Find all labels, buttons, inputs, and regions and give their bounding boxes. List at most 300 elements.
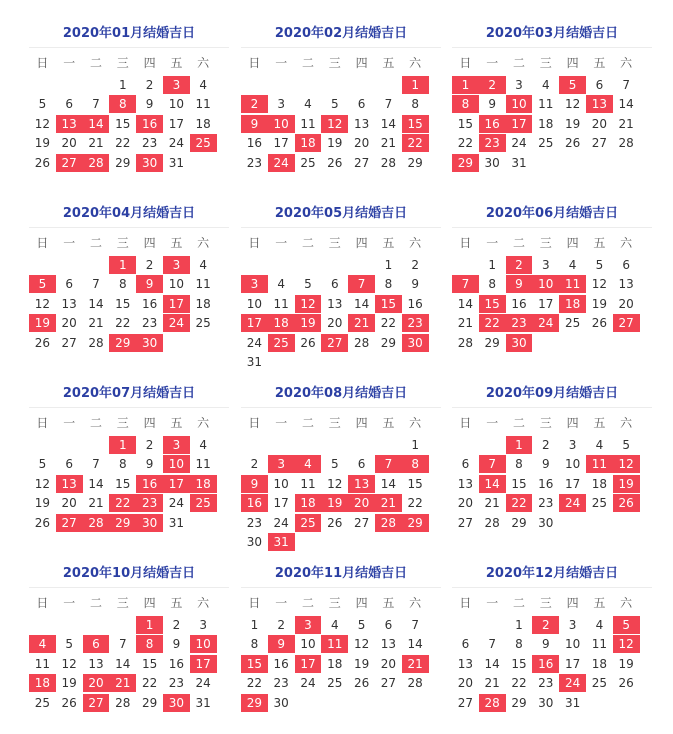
day-cell[interactable]: 18 <box>591 656 608 671</box>
day-cell[interactable]: 14 <box>353 296 370 311</box>
auspicious-day[interactable]: 7 <box>452 275 479 293</box>
auspicious-day[interactable]: 23 <box>506 314 533 332</box>
auspicious-day[interactable]: 11 <box>321 635 348 653</box>
day-cell[interactable]: 10 <box>564 457 581 472</box>
day-cell[interactable]: 11 <box>538 97 554 112</box>
day-cell[interactable]: 20 <box>61 136 77 151</box>
auspicious-day[interactable]: 1 <box>136 616 163 634</box>
day-cell[interactable]: 31 <box>195 695 211 710</box>
day-cell[interactable]: 27 <box>353 155 370 170</box>
day-cell[interactable]: 31 <box>511 155 527 170</box>
day-cell[interactable]: 11 <box>195 457 211 472</box>
day-cell[interactable]: 6 <box>357 97 366 112</box>
auspicious-day[interactable]: 16 <box>136 115 163 133</box>
auspicious-day[interactable]: 14 <box>83 115 110 133</box>
day-cell[interactable]: 25 <box>195 316 211 331</box>
day-cell[interactable]: 18 <box>195 296 211 311</box>
day-cell[interactable]: 9 <box>541 457 550 472</box>
day-cell[interactable]: 9 <box>145 457 154 472</box>
day-cell[interactable]: 29 <box>484 335 500 350</box>
day-cell[interactable]: 14 <box>88 296 104 311</box>
day-cell[interactable]: 10 <box>300 637 316 652</box>
auspicious-day[interactable]: 19 <box>613 475 640 493</box>
day-cell[interactable]: 12 <box>34 296 51 311</box>
day-cell[interactable]: 12 <box>34 116 51 131</box>
auspicious-day[interactable]: 10 <box>163 455 190 473</box>
day-cell[interactable]: 13 <box>353 116 370 131</box>
day-cell[interactable]: 4 <box>199 437 207 452</box>
day-cell[interactable]: 8 <box>515 637 523 652</box>
auspicious-day[interactable]: 5 <box>29 275 56 293</box>
day-cell[interactable]: 9 <box>488 97 497 112</box>
day-cell[interactable]: 14 <box>88 476 104 491</box>
day-cell[interactable]: 6 <box>461 457 470 472</box>
day-cell[interactable]: 4 <box>595 617 604 632</box>
day-cell[interactable]: 25 <box>300 155 316 170</box>
day-cell[interactable]: 30 <box>273 695 289 710</box>
auspicious-day[interactable]: 27 <box>56 154 83 172</box>
day-cell[interactable]: 14 <box>380 476 397 491</box>
day-cell[interactable]: 4 <box>304 97 312 112</box>
auspicious-day[interactable]: 22 <box>479 314 506 332</box>
auspicious-day[interactable]: 28 <box>375 514 402 532</box>
auspicious-day[interactable]: 30 <box>506 334 533 352</box>
auspicious-day[interactable]: 2 <box>479 76 506 94</box>
day-cell[interactable]: 8 <box>250 637 259 652</box>
auspicious-day[interactable]: 24 <box>559 494 586 512</box>
day-cell[interactable]: 10 <box>564 637 581 652</box>
day-cell[interactable]: 22 <box>511 676 527 691</box>
auspicious-day[interactable]: 29 <box>241 694 268 712</box>
auspicious-day[interactable]: 29 <box>109 334 136 352</box>
auspicious-day[interactable]: 17 <box>241 314 268 332</box>
auspicious-day[interactable]: 12 <box>295 295 322 313</box>
day-cell[interactable]: 8 <box>384 277 393 292</box>
auspicious-day[interactable]: 15 <box>402 115 429 133</box>
day-cell[interactable]: 9 <box>145 97 154 112</box>
auspicious-day[interactable]: 31 <box>268 533 295 551</box>
day-cell[interactable]: 26 <box>591 316 608 331</box>
auspicious-day[interactable]: 1 <box>109 436 136 454</box>
day-cell[interactable]: 24 <box>195 676 211 691</box>
day-cell[interactable]: 20 <box>353 136 370 151</box>
day-cell[interactable]: 17 <box>273 496 289 511</box>
auspicious-day[interactable]: 23 <box>402 314 429 332</box>
day-cell[interactable]: 27 <box>380 676 397 691</box>
auspicious-day[interactable]: 27 <box>83 694 110 712</box>
auspicious-day[interactable]: 12 <box>613 455 640 473</box>
day-cell[interactable]: 2 <box>145 257 154 272</box>
day-cell[interactable]: 28 <box>457 335 474 350</box>
day-cell[interactable]: 27 <box>591 136 608 151</box>
auspicious-day[interactable]: 29 <box>109 514 136 532</box>
auspicious-day[interactable]: 16 <box>532 655 559 673</box>
auspicious-day[interactable]: 19 <box>29 314 56 332</box>
auspicious-day[interactable]: 9 <box>241 475 268 493</box>
auspicious-day[interactable]: 3 <box>241 275 268 293</box>
day-cell[interactable]: 4 <box>568 257 577 272</box>
auspicious-day[interactable]: 11 <box>559 275 586 293</box>
day-cell[interactable]: 26 <box>327 155 343 170</box>
auspicious-day[interactable]: 3 <box>268 455 295 473</box>
auspicious-day[interactable]: 3 <box>163 76 190 94</box>
auspicious-day[interactable]: 21 <box>402 655 429 673</box>
day-cell[interactable]: 28 <box>407 676 423 691</box>
day-cell[interactable]: 16 <box>168 656 185 671</box>
day-cell[interactable]: 25 <box>538 136 554 151</box>
day-cell[interactable]: 13 <box>457 656 474 671</box>
day-cell[interactable]: 20 <box>327 316 343 331</box>
day-cell[interactable]: 22 <box>380 316 397 331</box>
auspicious-day[interactable]: 25 <box>190 494 217 512</box>
auspicious-day[interactable]: 4 <box>29 635 56 653</box>
day-cell[interactable]: 5 <box>595 257 604 272</box>
day-cell[interactable]: 28 <box>618 136 634 151</box>
day-cell[interactable]: 11 <box>300 476 316 491</box>
day-cell[interactable]: 6 <box>622 257 630 272</box>
day-cell[interactable]: 27 <box>353 515 370 530</box>
day-cell[interactable]: 29 <box>407 155 423 170</box>
auspicious-day[interactable]: 30 <box>136 514 163 532</box>
day-cell[interactable]: 17 <box>538 296 554 311</box>
day-cell[interactable]: 1 <box>411 437 419 452</box>
day-cell[interactable]: 15 <box>511 656 527 671</box>
day-cell[interactable]: 7 <box>92 457 100 472</box>
auspicious-day[interactable]: 24 <box>559 674 586 692</box>
day-cell[interactable]: 25 <box>591 496 608 511</box>
auspicious-day[interactable]: 16 <box>136 475 163 493</box>
auspicious-day[interactable]: 4 <box>295 455 322 473</box>
day-cell[interactable]: 18 <box>327 656 343 671</box>
day-cell[interactable]: 21 <box>484 496 500 511</box>
auspicious-day[interactable]: 16 <box>241 494 268 512</box>
day-cell[interactable]: 5 <box>38 97 47 112</box>
day-cell[interactable]: 7 <box>488 637 497 652</box>
day-cell[interactable]: 7 <box>411 617 419 632</box>
auspicious-day[interactable]: 27 <box>613 314 640 332</box>
day-cell[interactable]: 20 <box>457 676 474 691</box>
day-cell[interactable]: 5 <box>304 277 312 292</box>
day-cell[interactable]: 11 <box>273 296 289 311</box>
auspicious-day[interactable]: 24 <box>163 314 190 332</box>
auspicious-day[interactable]: 23 <box>479 134 506 152</box>
day-cell[interactable]: 19 <box>61 676 77 691</box>
day-cell[interactable]: 12 <box>353 637 370 652</box>
day-cell[interactable]: 4 <box>595 437 604 452</box>
auspicious-day[interactable]: 18 <box>559 295 586 313</box>
auspicious-day[interactable]: 14 <box>479 475 506 493</box>
auspicious-day[interactable]: 2 <box>506 256 533 274</box>
day-cell[interactable]: 26 <box>327 515 343 530</box>
auspicious-day[interactable]: 5 <box>613 616 640 634</box>
day-cell[interactable]: 26 <box>34 155 51 170</box>
day-cell[interactable]: 10 <box>246 296 263 311</box>
day-cell[interactable]: 22 <box>457 136 474 151</box>
day-cell[interactable]: 23 <box>246 155 263 170</box>
day-cell[interactable]: 25 <box>34 695 51 710</box>
auspicious-day[interactable]: 18 <box>190 475 217 493</box>
auspicious-day[interactable]: 21 <box>348 314 375 332</box>
auspicious-day[interactable]: 18 <box>268 314 295 332</box>
day-cell[interactable]: 23 <box>246 515 263 530</box>
day-cell[interactable]: 16 <box>141 296 158 311</box>
auspicious-day[interactable]: 25 <box>295 514 322 532</box>
day-cell[interactable]: 16 <box>273 656 289 671</box>
day-cell[interactable]: 3 <box>277 97 286 112</box>
day-cell[interactable]: 15 <box>457 116 474 131</box>
day-cell[interactable]: 23 <box>141 316 158 331</box>
day-cell[interactable]: 7 <box>622 77 630 92</box>
auspicious-day[interactable]: 13 <box>56 115 83 133</box>
auspicious-day[interactable]: 30 <box>136 154 163 172</box>
auspicious-day[interactable]: 20 <box>83 674 110 692</box>
auspicious-day[interactable]: 3 <box>295 616 322 634</box>
day-cell[interactable]: 28 <box>115 695 131 710</box>
day-cell[interactable]: 31 <box>168 155 185 170</box>
day-cell[interactable]: 2 <box>541 437 550 452</box>
day-cell[interactable]: 4 <box>330 617 339 632</box>
day-cell[interactable]: 26 <box>618 676 634 691</box>
day-cell[interactable]: 10 <box>168 97 185 112</box>
day-cell[interactable]: 9 <box>541 637 550 652</box>
day-cell[interactable]: 29 <box>141 695 158 710</box>
auspicious-day[interactable]: 24 <box>268 154 295 172</box>
day-cell[interactable]: 12 <box>564 97 581 112</box>
day-cell[interactable]: 19 <box>327 136 343 151</box>
day-cell[interactable]: 5 <box>330 97 339 112</box>
day-cell[interactable]: 15 <box>407 476 423 491</box>
day-cell[interactable]: 11 <box>591 637 608 652</box>
day-cell[interactable]: 10 <box>273 476 289 491</box>
auspicious-day[interactable]: 12 <box>613 635 640 653</box>
day-cell[interactable]: 11 <box>195 277 211 292</box>
auspicious-day[interactable]: 1 <box>506 436 533 454</box>
day-cell[interactable]: 6 <box>65 277 74 292</box>
day-cell[interactable]: 14 <box>407 637 423 652</box>
day-cell[interactable]: 28 <box>88 335 104 350</box>
day-cell[interactable]: 23 <box>141 136 158 151</box>
day-cell[interactable]: 8 <box>118 277 127 292</box>
auspicious-day[interactable]: 26 <box>613 494 640 512</box>
auspicious-day[interactable]: 6 <box>83 635 110 653</box>
auspicious-day[interactable]: 24 <box>532 314 559 332</box>
day-cell[interactable]: 19 <box>591 296 608 311</box>
day-cell[interactable]: 28 <box>380 155 397 170</box>
day-cell[interactable]: 14 <box>380 116 397 131</box>
day-cell[interactable]: 3 <box>568 617 577 632</box>
day-cell[interactable]: 6 <box>595 77 604 92</box>
auspicious-day[interactable]: 20 <box>348 494 375 512</box>
auspicious-day[interactable]: 10 <box>506 95 533 113</box>
day-cell[interactable]: 29 <box>115 155 131 170</box>
day-cell[interactable]: 2 <box>145 437 154 452</box>
day-cell[interactable]: 15 <box>511 476 527 491</box>
day-cell[interactable]: 6 <box>461 637 470 652</box>
day-cell[interactable]: 8 <box>411 97 419 112</box>
day-cell[interactable]: 20 <box>380 656 397 671</box>
day-cell[interactable]: 3 <box>199 617 207 632</box>
auspicious-day[interactable]: 30 <box>136 334 163 352</box>
day-cell[interactable]: 26 <box>353 676 370 691</box>
day-cell[interactable]: 19 <box>564 116 581 131</box>
day-cell[interactable]: 8 <box>488 277 497 292</box>
day-cell[interactable]: 21 <box>484 676 500 691</box>
day-cell[interactable]: 9 <box>411 277 419 292</box>
day-cell[interactable]: 12 <box>61 656 77 671</box>
auspicious-day[interactable]: 27 <box>321 334 348 352</box>
day-cell[interactable]: 17 <box>564 656 581 671</box>
auspicious-day[interactable]: 17 <box>163 295 190 313</box>
day-cell[interactable]: 1 <box>384 257 393 272</box>
auspicious-day[interactable]: 7 <box>348 275 375 293</box>
day-cell[interactable]: 18 <box>538 116 554 131</box>
day-cell[interactable]: 27 <box>61 335 77 350</box>
day-cell[interactable]: 25 <box>564 316 581 331</box>
day-cell[interactable]: 16 <box>246 136 263 151</box>
auspicious-day[interactable]: 21 <box>375 494 402 512</box>
day-cell[interactable]: 1 <box>515 617 523 632</box>
day-cell[interactable]: 16 <box>538 476 554 491</box>
day-cell[interactable]: 24 <box>300 676 316 691</box>
day-cell[interactable]: 19 <box>34 136 51 151</box>
day-cell[interactable]: 6 <box>330 277 339 292</box>
day-cell[interactable]: 25 <box>591 676 608 691</box>
day-cell[interactable]: 15 <box>115 296 131 311</box>
day-cell[interactable]: 31 <box>564 695 581 710</box>
day-cell[interactable]: 28 <box>484 515 500 530</box>
day-cell[interactable]: 28 <box>353 335 370 350</box>
day-cell[interactable]: 17 <box>273 136 289 151</box>
auspicious-day[interactable]: 9 <box>241 115 268 133</box>
auspicious-day[interactable]: 29 <box>402 514 429 532</box>
day-cell[interactable]: 13 <box>61 296 77 311</box>
day-cell[interactable]: 9 <box>172 637 181 652</box>
day-cell[interactable]: 23 <box>538 676 554 691</box>
day-cell[interactable]: 21 <box>88 496 104 511</box>
day-cell[interactable]: 13 <box>88 656 104 671</box>
auspicious-day[interactable]: 28 <box>83 154 110 172</box>
auspicious-day[interactable]: 1 <box>452 76 479 94</box>
auspicious-day[interactable]: 30 <box>163 694 190 712</box>
day-cell[interactable]: 5 <box>622 437 630 452</box>
auspicious-day[interactable]: 19 <box>321 494 348 512</box>
day-cell[interactable]: 19 <box>618 656 634 671</box>
day-cell[interactable]: 21 <box>380 136 397 151</box>
day-cell[interactable]: 12 <box>34 476 51 491</box>
auspicious-day[interactable]: 17 <box>295 655 322 673</box>
auspicious-day[interactable]: 28 <box>83 514 110 532</box>
day-cell[interactable]: 3 <box>568 437 577 452</box>
day-cell[interactable]: 3 <box>541 257 550 272</box>
day-cell[interactable]: 31 <box>168 515 185 530</box>
day-cell[interactable]: 14 <box>115 656 131 671</box>
auspicious-day[interactable]: 21 <box>109 674 136 692</box>
day-cell[interactable]: 2 <box>145 77 154 92</box>
auspicious-day[interactable]: 28 <box>479 694 506 712</box>
day-cell[interactable]: 11 <box>300 116 316 131</box>
day-cell[interactable]: 29 <box>511 695 527 710</box>
auspicious-day[interactable]: 15 <box>241 655 268 673</box>
day-cell[interactable]: 21 <box>88 136 104 151</box>
auspicious-day[interactable]: 22 <box>506 494 533 512</box>
day-cell[interactable]: 29 <box>380 335 397 350</box>
auspicious-day[interactable]: 17 <box>163 475 190 493</box>
day-cell[interactable]: 1 <box>488 257 497 272</box>
auspicious-day[interactable]: 9 <box>268 635 295 653</box>
day-cell[interactable]: 18 <box>195 116 211 131</box>
day-cell[interactable]: 29 <box>511 515 527 530</box>
day-cell[interactable]: 16 <box>407 296 423 311</box>
day-cell[interactable]: 4 <box>277 277 286 292</box>
day-cell[interactable]: 6 <box>65 97 74 112</box>
day-cell[interactable]: 5 <box>330 457 339 472</box>
day-cell[interactable]: 30 <box>484 155 500 170</box>
day-cell[interactable]: 26 <box>34 335 51 350</box>
day-cell[interactable]: 24 <box>273 515 289 530</box>
day-cell[interactable]: 21 <box>457 316 474 331</box>
day-cell[interactable]: 11 <box>195 97 211 112</box>
day-cell[interactable]: 5 <box>357 617 366 632</box>
auspicious-day[interactable]: 3 <box>163 436 190 454</box>
day-cell[interactable]: 5 <box>38 457 47 472</box>
day-cell[interactable]: 11 <box>34 656 51 671</box>
day-cell[interactable]: 16 <box>511 296 527 311</box>
auspicious-day[interactable]: 2 <box>532 616 559 634</box>
day-cell[interactable]: 23 <box>168 676 185 691</box>
day-cell[interactable]: 31 <box>246 355 263 370</box>
day-cell[interactable]: 22 <box>246 676 263 691</box>
day-cell[interactable]: 2 <box>250 457 259 472</box>
auspicious-day[interactable]: 19 <box>295 314 322 332</box>
day-cell[interactable]: 20 <box>61 316 77 331</box>
day-cell[interactable]: 24 <box>511 136 527 151</box>
day-cell[interactable]: 4 <box>199 257 207 272</box>
auspicious-day[interactable]: 17 <box>506 115 533 133</box>
day-cell[interactable]: 15 <box>115 116 131 131</box>
auspicious-day[interactable]: 25 <box>190 134 217 152</box>
auspicious-day[interactable]: 3 <box>163 256 190 274</box>
day-cell[interactable]: 6 <box>65 457 74 472</box>
auspicious-day[interactable]: 1 <box>402 76 429 94</box>
auspicious-day[interactable]: 10 <box>190 635 217 653</box>
day-cell[interactable]: 14 <box>457 296 474 311</box>
auspicious-day[interactable]: 7 <box>479 455 506 473</box>
auspicious-day[interactable]: 18 <box>295 134 322 152</box>
day-cell[interactable]: 4 <box>541 77 550 92</box>
day-cell[interactable]: 30 <box>538 695 554 710</box>
auspicious-day[interactable]: 8 <box>452 95 479 113</box>
day-cell[interactable]: 24 <box>246 335 263 350</box>
day-cell[interactable]: 3 <box>515 77 523 92</box>
day-cell[interactable]: 7 <box>92 277 100 292</box>
day-cell[interactable]: 7 <box>92 97 100 112</box>
day-cell[interactable]: 20 <box>618 296 634 311</box>
auspicious-day[interactable]: 30 <box>402 334 429 352</box>
day-cell[interactable]: 30 <box>538 515 554 530</box>
day-cell[interactable]: 21 <box>618 116 634 131</box>
day-cell[interactable]: 1 <box>118 77 127 92</box>
auspicious-day[interactable]: 9 <box>136 275 163 293</box>
day-cell[interactable]: 12 <box>591 277 608 292</box>
day-cell[interactable]: 2 <box>411 257 419 272</box>
auspicious-day[interactable]: 2 <box>241 95 268 113</box>
auspicious-day[interactable]: 13 <box>56 475 83 493</box>
day-cell[interactable]: 18 <box>591 476 608 491</box>
auspicious-day[interactable]: 15 <box>479 295 506 313</box>
day-cell[interactable]: 15 <box>115 476 131 491</box>
day-cell[interactable]: 6 <box>384 617 393 632</box>
auspicious-day[interactable]: 8 <box>136 635 163 653</box>
